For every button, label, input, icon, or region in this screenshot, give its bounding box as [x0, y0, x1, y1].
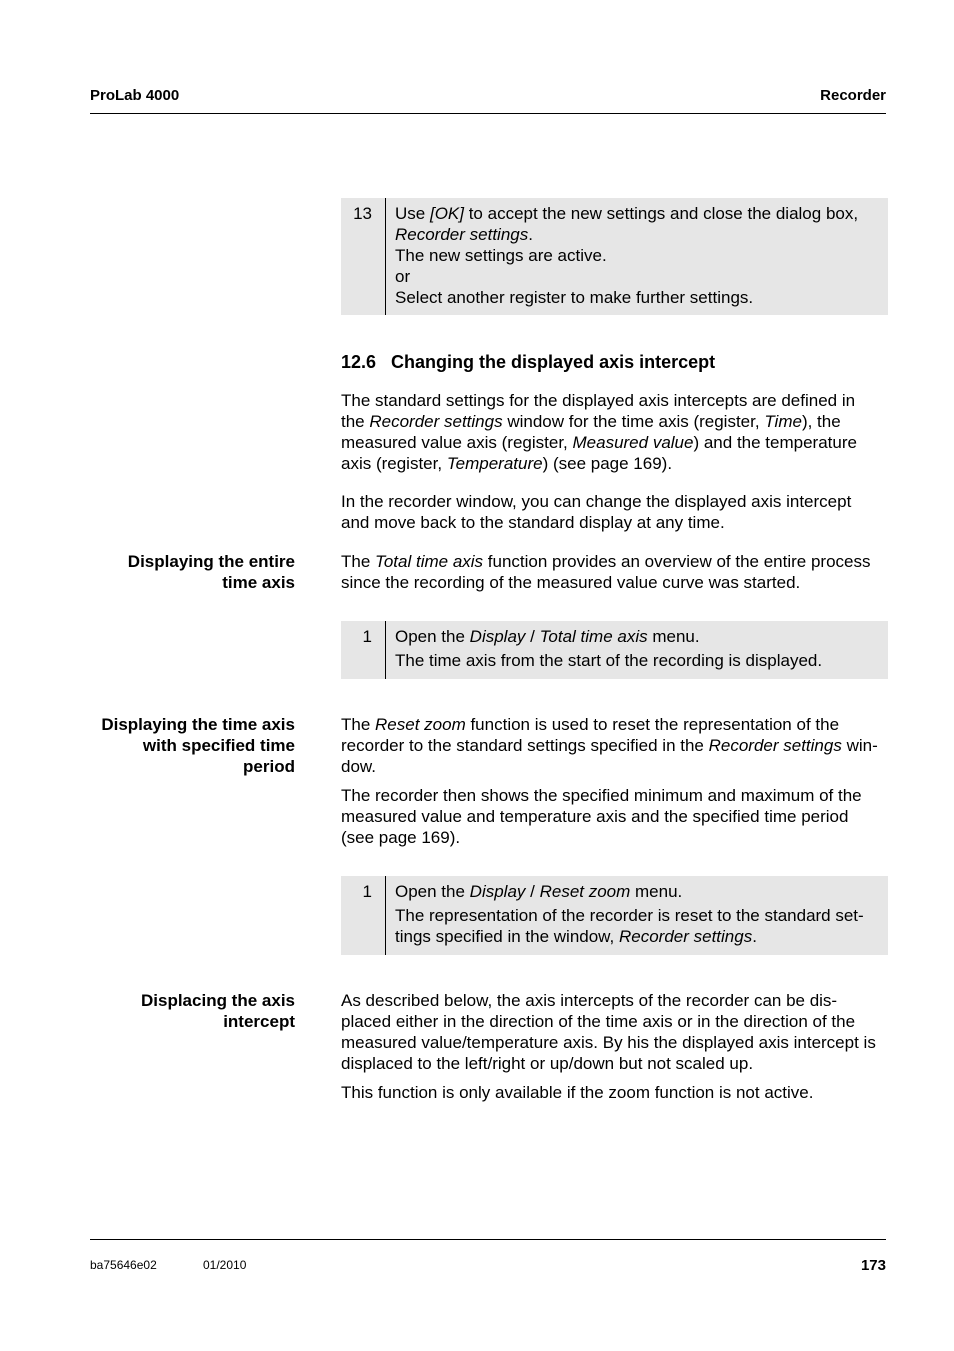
section-number: 12.6 — [341, 352, 377, 372]
step-13-separator — [385, 198, 386, 315]
side-heading-entire-time-axis: Displaying the entire time axis — [127, 552, 295, 592]
entire-step-text: Open the Display / Total time axis menu. The time axis from the start of the recording is displayed. — [395, 627, 823, 670]
period-step-text: Open the Display / Reset zoom menu. The representation of the recorder is reset to the standard set- tings specified in the window, Recorder settings. — [395, 882, 864, 946]
footer-doc-number: ba75646e02 — [90, 1258, 157, 1272]
section-heading — [341, 352, 715, 373]
header-rule — [90, 113, 886, 114]
change-paragraph: In the recorder window, you can change the displayed axis intercept and move back to the standard display at any time. — [341, 492, 852, 532]
entire-paragraph: The Total time axis function provides an overview of the entire process since the recording of the measured value curve was started. — [341, 552, 871, 592]
footer-page-number: 173 — [860, 1257, 886, 1274]
step-13-text: Use [OK] to accept the new settings and close the dialog box, Recorder settings. The new settings are active. or Select another register to make further settings. — [395, 204, 859, 307]
period-step-separator — [385, 876, 386, 955]
displacing-paragraph: As described below, the axis intercepts of the recorder can be dis- placed either in the direction of the time axis or in the direction of the measured value/temperature axis. By his the displayed axis intercept is displaced to the left/right or up/down but not scaled up. This function is only available if the zoom function is not active. — [341, 991, 876, 1102]
period-step-number: 1 — [362, 882, 372, 901]
footer-date: 01/2010 — [203, 1258, 247, 1272]
footer-rule — [90, 1239, 886, 1240]
period-paragraph: The Reset zoom function is used to reset the representation of the recorder to the standard settings specified in the Recorder settings win- dow. The recorder then shows the specified minimum and maximum of the measured value and temperature axis and the specified time period (see page 169). — [341, 715, 878, 847]
side-heading-specified-period: Displaying the time axis with specified time period — [101, 715, 295, 776]
entire-step-separator — [385, 621, 386, 679]
intro-paragraph: The standard settings for the displayed axis intercepts are defined in the Recorder settings window for the time axis (register, Time), the measured value axis (register, Measured value) and the temperature axis (register, Temperature) (see page 169). — [341, 391, 857, 473]
header-product: ProLab 4000 — [90, 87, 180, 104]
section-title: Changing the displayed axis intercept — [391, 352, 716, 372]
side-heading-displacing: Displacing the axis intercept — [141, 991, 295, 1031]
entire-step-number: 1 — [362, 627, 372, 646]
step-13-number: 13 — [353, 204, 372, 223]
header-chapter: Recorder — [820, 87, 886, 104]
